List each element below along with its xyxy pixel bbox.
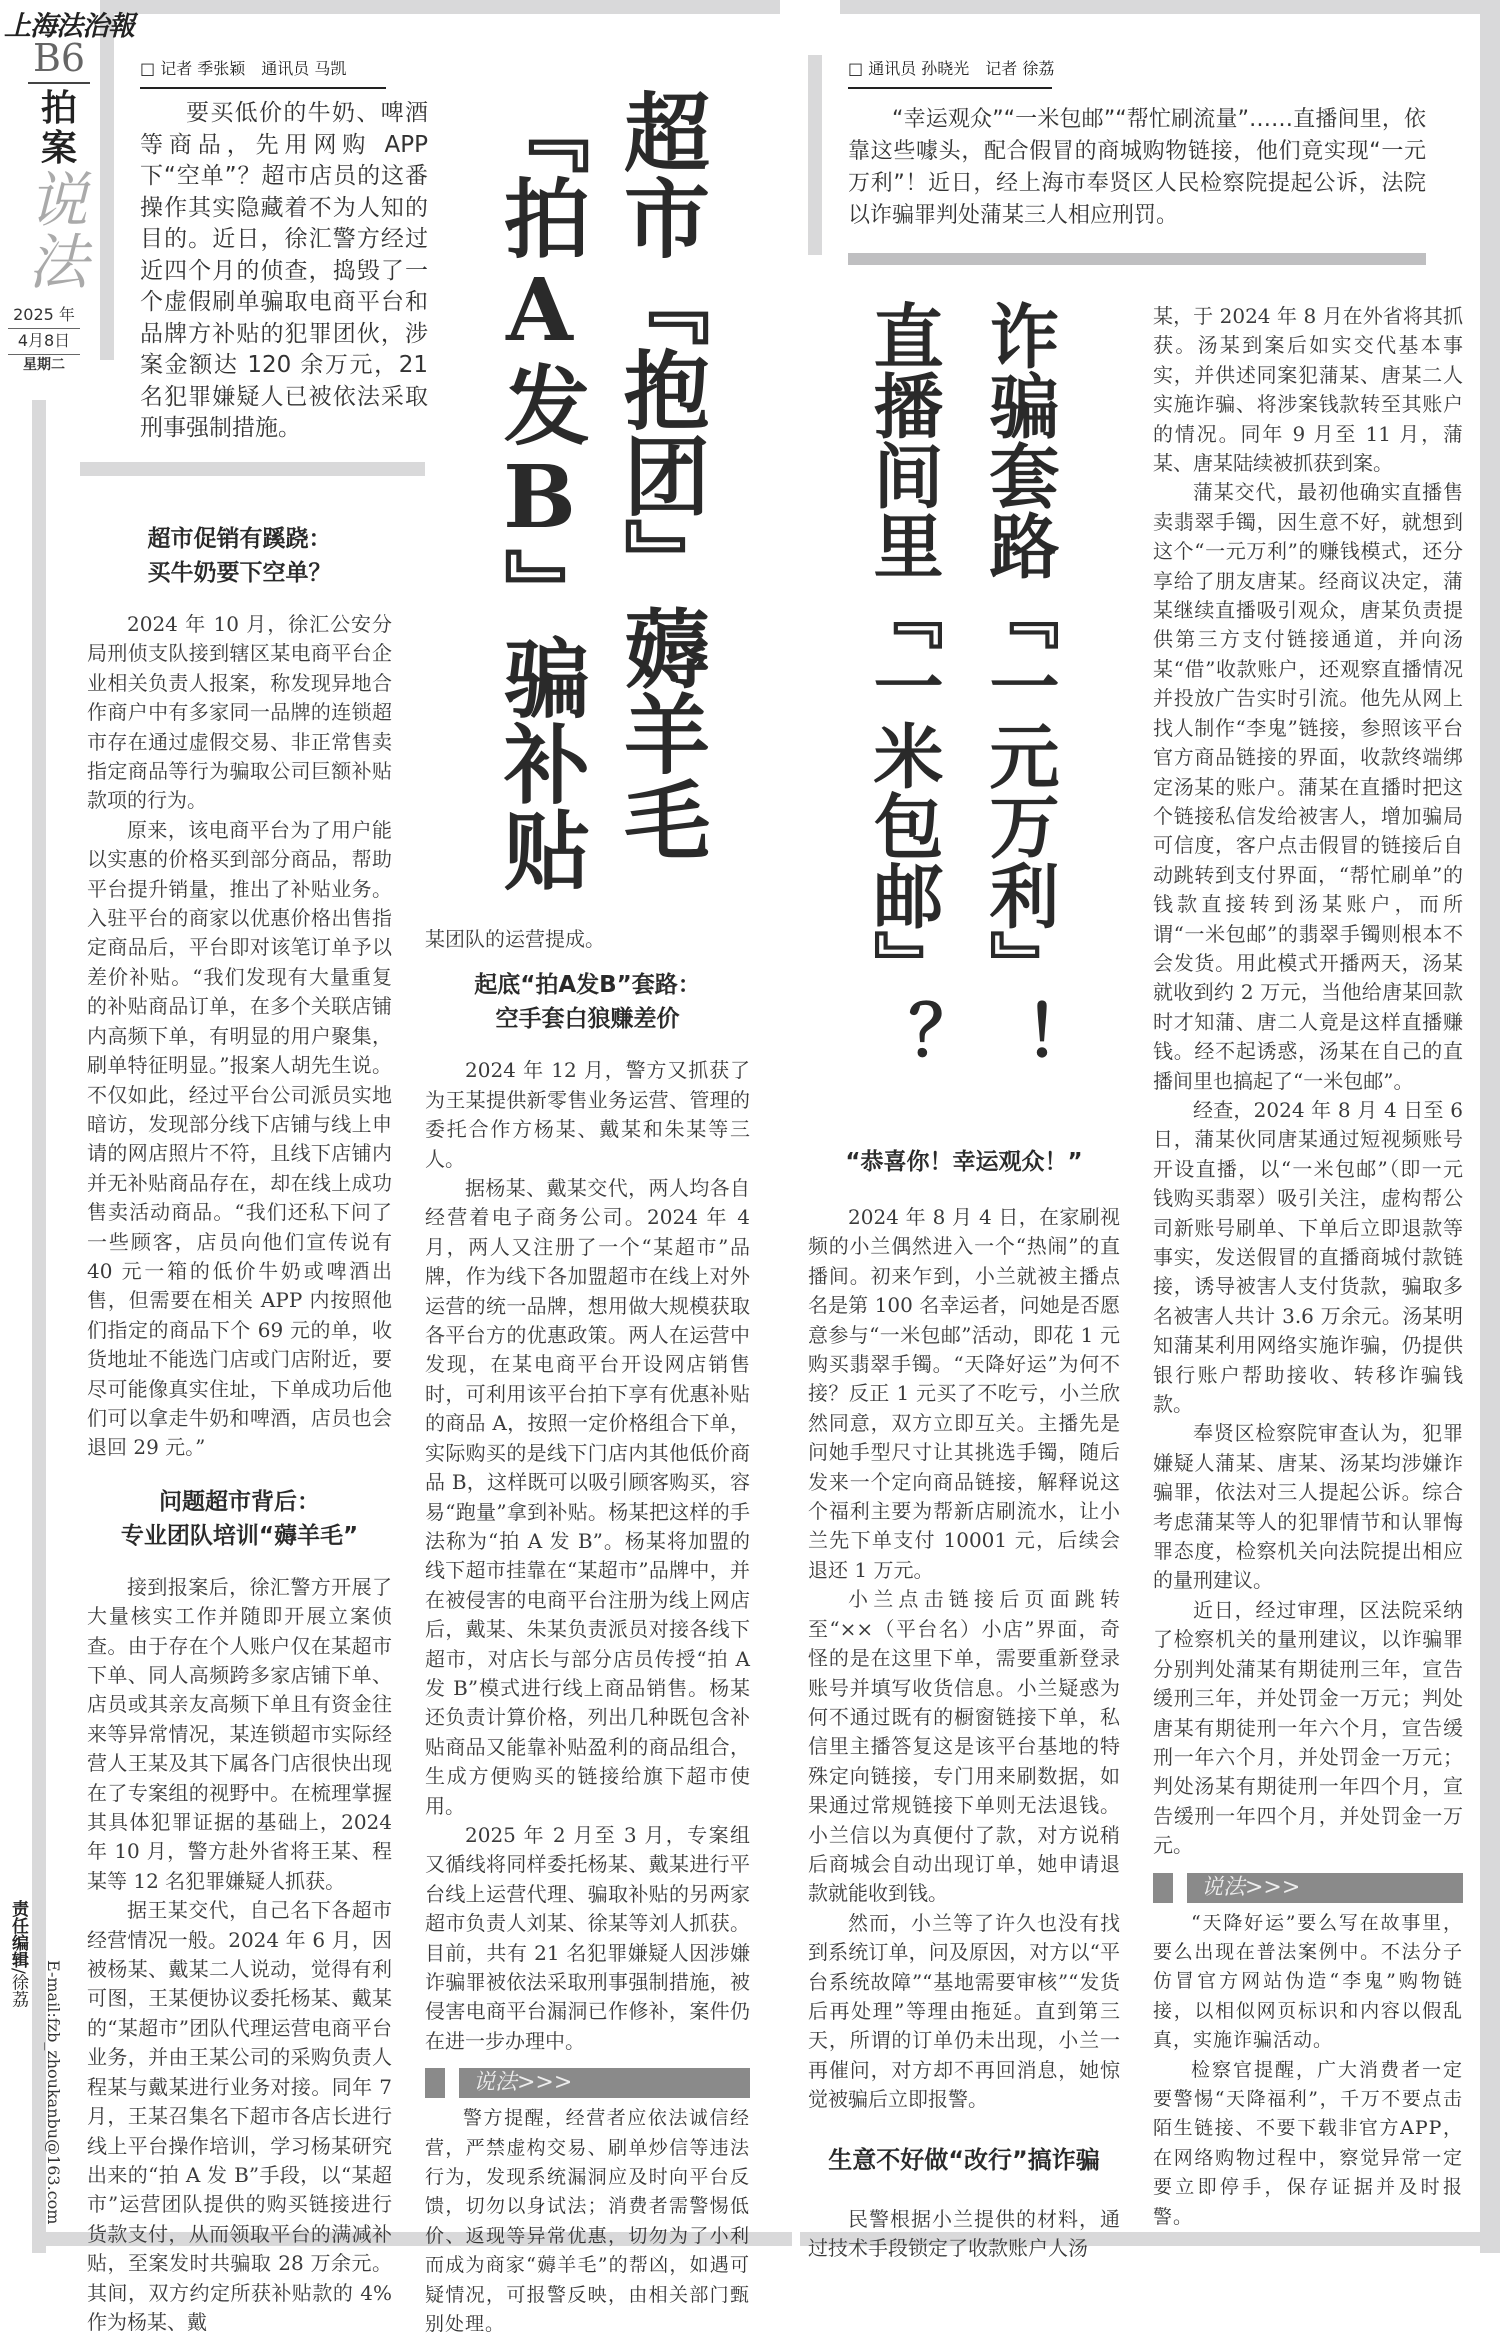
section-title-business: 生意不好做“改行”搞诈骗 <box>828 2145 1100 2174</box>
paragraph-continuation: 某团队的运营提成。 <box>425 927 605 951</box>
right-headline-main: 诈骗套路『一元万利』！ <box>978 300 1061 1070</box>
paragraph: 民警根据小兰提供的材料，通过技术手段锁定了收款账户人汤 <box>808 2206 1120 2260</box>
paragraph: 蒲某交代，最初他确实直播售卖翡翠手镯，因生意不好，就想到这个“一元万利”的赚钱模式，还分享给了朋友唐某。经商议决定，蒲某继续直播吸引观众，唐某负责提供第三方支付链接通道，并向汤某“借”收款账户，还观察直播情况并投放广告实时引流。他先从网上找人制作“李鬼”链接，参照该平台官方商品链接的界面，收款终端绑定汤某的账户。蒲某在直播时把这个链接私信发给被害人，增加骗局可信度，客户点击假冒的链接后自动跳转到支付界面，“帮忙刷单”的钱款直接转到汤某账户，而所谓“一米包邮”的翡翠手镯则根本不会发货。用此模式开播两天，汤某就收到约 2 万元，当他给唐某回款时才知蒲、唐二人竟是这样直播赚钱。经不起诱惑，汤某在自己的直播间里也搞起了“一米包邮”。 <box>1153 480 1463 1093</box>
left-body-column-1 <box>87 512 392 2337</box>
paragraph: “天降好运”要么写在故事里，要么出现在普法案例中。不法分子仿冒官方网站伪造“李鬼”购物链接，以相似网页标识和内容以假乱真，实施诈骗活动。 <box>1153 1911 1463 2052</box>
paragraph: 2025 年 2 月至 3 月，专案组又循线将同样委托杨某、戴某进行平台线上运营代理、骗取补贴的另两家超市负责人刘某、徐某等刘人抓获。目前，共有 21 名犯罪嫌疑人因涉嫌诈骗罪被依法采取刑事强制措施，被侵害电商平台漏洞已作修补，案件仍在进一步办理中。 <box>425 1822 750 2053</box>
right-body-column-1 <box>808 1135 1120 2263</box>
paragraph: 警方提醒，经营者应依法诚信经营，严禁虚构交易、刷单炒信等违法行为，发现系统漏洞应及时向平台反馈，切勿以身试法；消费者需警惕低价、返现等异常优惠，切勿为了小利而成为商家“薅羊毛”的帮凶，如遇可疑情况，可报警反映，由相关部门甄别处理。 <box>425 2107 750 2336</box>
shuofa-label: 说法>>> <box>1187 1873 1463 1903</box>
editor-credit <box>6 1900 31 2008</box>
right-headline-sub: 直播间里『一米包邮』？ <box>862 300 945 1070</box>
weekday: 星期二 <box>23 357 65 373</box>
paragraph: 据杨某、戴某交代，两人均各自经营着电子商务公司。2024 年 4 月，两人又注册了一个“某超市”品牌，作为线下各加盟超市在线上对外运营的统一品牌，想用做大规模获取各平台方的优惠政策。两人在运营中发现，在某电商平台开设网店销售时，可利用该平台拍下享有优惠补贴的商品 A，按照一定价格组合下单，实际购买的是线下门店内其他低价商品 B，这样既可以吸引顾客购买，容易“跑量”拿到补贴。杨某把这样的手法称为“拍 A 发 B”。杨某将加盟的线下超市挂靠在“某超市”品牌中，并在被侵害的电商平台注册为线上网店后，戴某、朱某负责派员对接各线下超市，对店长与部分店员传授“拍 A 发 B”模式进行线上商品销售。杨某还负责计算价格，列出几种既包含补贴商品又能靠补贴盈利的商品组合，生成方便购买的链接给旗下超市使用。 <box>425 1176 750 1818</box>
paragraph: 2024 年 12 月，警方又抓获了为王某提供新零售业务运营、管理的委托合作方杨某、戴某和朱某等三人。 <box>425 1058 750 1171</box>
paragraph: 接到报案后，徐汇警方开展了大量核实工作并随即开展立案侦查。由于存在个人账户仅在某超市下单、同人高频跨多家店铺下单、店员或其亲友高频下单且有资金往来等异常情况，某连锁超市实际经营人王某及其下属各门店很快出现在了专案组的视野中。在梳理掌握其具体犯罪证据的基础上，2024 年 10 月，警方赴外省将王某、程某等 12 名犯罪嫌疑人抓获。 <box>87 1574 392 1893</box>
paragraph: 2024 年 10 月，徐汇公安分局刑侦支队接到辖区某电商平台企业相关负责人报案，称发现异地合作商户中有多家同一品牌的连锁超市存在通过虚假交易、非正常售卖指定商品等行为骗取公司巨额补贴款项的行为。 <box>87 612 392 813</box>
page-number: B6 <box>28 36 90 84</box>
frame-left-vertical <box>100 0 114 360</box>
right-byline: □ 通讯员 孙晓光 记者 徐荔 <box>848 56 1052 89</box>
frame-right-left-vertical <box>808 55 822 255</box>
section-title-2: 问题超市背后： 专业团队培训“薅羊毛” <box>120 1488 359 1549</box>
editor-label: 责任编辑 <box>8 1900 28 1968</box>
frame-right-right-vertical <box>1480 0 1500 2253</box>
left-byline: □ 记者 季张颖 通讯员 马凯 <box>140 56 386 89</box>
editor-email: E-mail:fzb_zhoukanbu@163.com <box>44 1960 63 2225</box>
frame-right-lead-bottom <box>848 253 1426 265</box>
paragraph: 小兰点击链接后页面跳转至“××（平台名）小店”界面，奇怪的是在这里下单，需要重新登录账号并填写收货信息。小兰疑惑为何不通过既有的橱窗链接下单，私信里主播答复这是该平台基地的特殊定向链接，专门用来刷数据，如果通过常规链接下单则无法退钱。小兰信以为真便付了款，对方说稍后商城会自动出现订单，她申请退款就能收到钱。 <box>808 1587 1120 1906</box>
shuofa-note-right <box>1153 1909 1463 2232</box>
newspaper-logo: 上海法治報 <box>4 11 134 42</box>
section-title-3: 起底“拍A发B”套路： 空手套白狼赚差价 <box>474 972 701 1033</box>
paragraph: 原来，该电商平台为了用户能以实惠的价格买到部分商品，帮助平台提升销量，推出了补贴业务。入驻平台的商家以优惠价格出售指定商品后，平台即对该笔订单予以差价补贴。“我们发现有大量重复的补贴商品订单，在多个关联店铺内高频下单，有明显的用户聚集，刷单特征明显。”报案人胡先生说。不仅如此，经过平台公司派员实地暗访，发现部分线下店铺与线上申请的网店照片不符，且线下店铺内并无补贴商品存在，却在线上成功售卖活动商品。“我们还私下问了一些顾客，店员向他们宣传说有 40 元一箱的低价牛奶或啤酒出售，但需要在相关 APP 内按照他们指定的商品下个 69 元的单，收货地址不能选门店或门店附近，要尽可能像真实住址，下单成功后他们可以拿走牛奶和啤酒，店员也会退回 29 元。” <box>87 817 392 1460</box>
paragraph: 奉贤区检察院审查认为，犯罪嫌疑人蒲某、唐某、汤某均涉嫌诈骗罪，依法对三人提起公诉。综合考虑蒲某等人的犯罪情节和认罪悔罪态度，检察机关向法院提出相应的量刑建议。 <box>1153 1421 1463 1593</box>
left-body-column-2 <box>425 925 750 2339</box>
left-headline-main: 超市『抱团』薅羊毛 <box>609 88 710 862</box>
left-lead <box>140 98 428 445</box>
paragraph: 2024 年 8 月 4 日，在家刷视频的小兰偶然进入一个“热闹”的直播间。初来乍到，小兰就被主播点名是第 100 名幸运者，问她是否愿意参与“一米包邮”活动，即花 1 元购买翡翠手镯。“天降好运”为何不接？反正 1 元买了不吃亏，小兰欣然同意，双方立即互关。主播先是问她手型尺寸让其挑选手镯，随后发来一个定向商品链接，解释说这个福利主要为帮新店刷流水，让小兰先下单支付 10001 元，后续会退还 1 万元。 <box>808 1205 1120 1582</box>
shuofa-banner-right <box>1153 1873 1463 1903</box>
year: 2025 年 <box>8 302 80 329</box>
column-title-top: 拍案 <box>40 87 77 169</box>
paragraph: 检察官提醒，广大消费者一定要警惕“天降福利”，千万不要点击陌生链接、不要下载非官方APP，在网络购物过程中，察觉异常一定要立即停手，保存证据并及时报警。 <box>1153 2058 1463 2228</box>
right-lead <box>848 104 1426 232</box>
left-headline-sub: 『拍A发B』骗补贴 <box>489 88 590 892</box>
section-title-1: 超市促销有蹊跷： 买牛奶要下空单？ <box>147 526 332 586</box>
shuofa-note-left <box>425 2104 750 2339</box>
frame-lead-bottom <box>80 462 425 476</box>
right-lead-text: “幸运观众”“一米包邮”“帮忙刷流量”……直播间里，依靠这些噱头，配合假冒的商城购物链接，他们竟实现“一元万利”！近日，经上海市奉贤区人民检察院提起公诉，法院以诈骗罪判处蒲某三人相应刑罚。 <box>848 107 1426 228</box>
frame-right-top <box>840 0 1500 14</box>
frame-top-left <box>100 0 780 14</box>
column-title-bottom: 说法 <box>28 166 88 298</box>
shuofa-banner-left <box>425 2068 750 2098</box>
section-title-lucky: “恭喜你！幸运观众！” <box>845 1149 1083 1175</box>
paragraph: 然而，小兰等了许久也没有找到系统订单，问及原因，对方以“平台系统故障”“基地需要审核”“发货后再处理”等理由拖延。直到第三天，所谓的订单仍未出现，小兰一再催问，对方却不再回消息，她惊觉被骗后立即报警。 <box>808 1910 1120 2112</box>
date: 4月8日 <box>8 328 80 355</box>
right-body-column-2 <box>1153 302 1463 2232</box>
editor-name: /徐荔 <box>8 1968 28 2008</box>
paragraph: 据王某交代，自己名下各超市经营情况一般。2024 年 6 月，因被杨某、戴某二人说动，觉得有利可图，王某便协议委托杨某、戴某的“某超市”团队代理运营电商平台业务，并由王某公司的采购负责人程某与戴某进行业务对接。同年 7 月，王某召集名下超市各店长进行线上平台操作培训，学习杨某研究出来的“拍 A 发 B”手段，以“某超市”运营团队提供的购买链接进行货款支付，从而领取平台的满减补贴，至案发时共骗取 28 万余元。其间，双方约定所获补贴款的 4%作为杨某、戴 <box>87 1898 392 2334</box>
paragraph: 经查，2024 年 8 月 4 日至 6 日，蒲某伙同唐某通过短视频账号开设直播，以“一米包邮”（即一元钱购买翡翠）吸引关注，虚构帮公司新账号刷单、下单后立即退款等事实，发送假冒的直播商城付款链接，诱导被害人支付货款，骗取多名被害人共计 3.6 万余元。汤某明知蒲某利用网络实施诈骗，仍提供银行账户帮助接收、转移诈骗钱款。 <box>1153 1097 1463 1417</box>
paragraph-continuation: 某，于 2024 年 8 月在外省将其抓获。汤某到案后如实交代基本事实，并供述同案犯蒲某、唐某二人实施诈骗、将涉案钱款转至其账户的情况。同年 9 月至 11 月，蒲某、唐某陆续被抓获到案。 <box>1153 304 1463 476</box>
shuofa-label: 说法>>> <box>459 2068 750 2098</box>
paragraph: 近日，经过审理，区法院采纳了检察机关的量刑建议，以诈骗罪分别判处蒲某有期徒刑三年，宣告缓刑三年，并处罚金一万元；判处唐某有期徒刑一年六个月，宣告缓刑一年六个月，并处罚金一万元；判处汤某有期徒刑一年四个月，宣告缓刑一年四个月，并处罚金一万元。 <box>1153 1597 1463 1858</box>
left-lead-text: 要买低价的牛奶、啤酒等商品，先用网购 APP 下“空单”？超市店员的这番操作其实隐藏着不为人知的目的。近日，徐汇警方经过近四个月的侦查，捣毁了一个虚假刷单骗取电商平台和品牌方补贴的犯罪团伙，涉案金额达 120 余万元，21 名犯罪嫌疑人已被依法采取刑事强制措施。 <box>140 100 428 441</box>
